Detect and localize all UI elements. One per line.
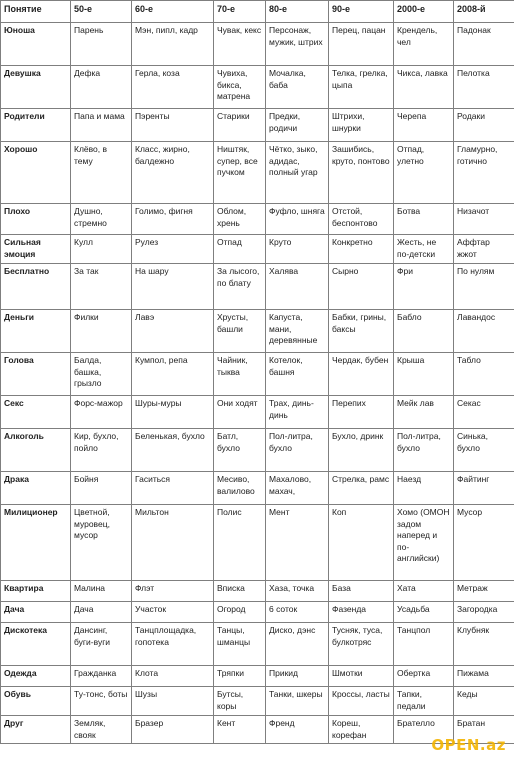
table-row xyxy=(1,264,514,310)
table-cell: Падонак xyxy=(454,23,514,66)
table-cell: Хомо (ОМОН задом наперед и по-английски) xyxy=(394,505,454,581)
table-cell: Мочалка, баба xyxy=(266,66,329,109)
table-cell: Кумпол, репа xyxy=(132,353,214,396)
row-label: Секс xyxy=(1,396,71,429)
table-cell: Трах, динь-динь xyxy=(266,396,329,429)
table-cell: База xyxy=(329,581,394,602)
table-cell: Чувиха, бикса, матрена xyxy=(214,66,266,109)
table-cell: Конкретно xyxy=(329,235,394,264)
table-row xyxy=(1,23,514,66)
table-row xyxy=(1,235,514,264)
table-row xyxy=(1,666,514,687)
table-cell: Персонаж, мужик, штрих xyxy=(266,23,329,66)
row-label: Плохо xyxy=(1,204,71,235)
row-label: Юноша xyxy=(1,23,71,66)
table-cell: Отпад xyxy=(214,235,266,264)
table-cell: Дансинг, буги-вуги xyxy=(71,623,132,666)
table-cell: Метраж xyxy=(454,581,514,602)
table-cell: Табло xyxy=(454,353,514,396)
table-cell: Мильтон xyxy=(132,505,214,581)
table-cell: Загородка xyxy=(454,602,514,623)
table-cell: Они ходят xyxy=(214,396,266,429)
table-cell: Стрелка, рамс xyxy=(329,472,394,505)
table-cell: На шару xyxy=(132,264,214,310)
table-row xyxy=(1,472,514,505)
table-cell: Котелок, башня xyxy=(266,353,329,396)
table-row xyxy=(1,142,514,204)
table-cell: Усадьба xyxy=(394,602,454,623)
row-label: Алкоголь xyxy=(1,429,71,472)
table-cell: Малина xyxy=(71,581,132,602)
table-cell: Чердак, бубен xyxy=(329,353,394,396)
table-cell: Форс-мажор xyxy=(71,396,132,429)
table-cell: Облом, хрень xyxy=(214,204,266,235)
table-cell: Круто xyxy=(266,235,329,264)
header-90s: 90-е xyxy=(329,1,394,23)
table-cell: Бутсы, коры xyxy=(214,687,266,716)
table-cell: Капуста, мани, деревянные xyxy=(266,310,329,353)
table-cell: Пелотка xyxy=(454,66,514,109)
table-cell: Френд xyxy=(266,716,329,744)
row-label: Друг xyxy=(1,716,71,744)
header-2008: 2008-й xyxy=(454,1,514,23)
table-cell: Пол-литра, бухло xyxy=(266,429,329,472)
table-cell: Бразер xyxy=(132,716,214,744)
table-cell: Папа и мама xyxy=(71,109,132,142)
table-cell: Огород xyxy=(214,602,266,623)
table-cell: Чайник, тыква xyxy=(214,353,266,396)
table-cell: Клубняк xyxy=(454,623,514,666)
table-cell: Лавэ xyxy=(132,310,214,353)
header-concept: Понятие xyxy=(1,1,71,23)
table-cell: Зашибись, круто, понтово xyxy=(329,142,394,204)
table-cell: Махалово, махач, xyxy=(266,472,329,505)
table-cell: Низачот xyxy=(454,204,514,235)
table-cell: Мент xyxy=(266,505,329,581)
table-cell: Бойня xyxy=(71,472,132,505)
table-cell: Месиво, валилово xyxy=(214,472,266,505)
table-row xyxy=(1,310,514,353)
table-cell: Прикид xyxy=(266,666,329,687)
table-cell: Танки, шкеры xyxy=(266,687,329,716)
header-80s: 80-е xyxy=(266,1,329,23)
row-label: Одежда xyxy=(1,666,71,687)
table-cell: Телка, грелка, цыпа xyxy=(329,66,394,109)
header-50s: 50-е xyxy=(71,1,132,23)
table-cell: Полис xyxy=(214,505,266,581)
table-cell: Танцы, шманцы xyxy=(214,623,266,666)
table-cell: Мэн, пипл, кадр xyxy=(132,23,214,66)
table-cell: Вписка xyxy=(214,581,266,602)
table-row xyxy=(1,66,514,109)
table-cell: Лавандос xyxy=(454,310,514,353)
table-cell: Чувак, кекс xyxy=(214,23,266,66)
header-row xyxy=(1,1,514,23)
row-label: Хорошо xyxy=(1,142,71,204)
table-cell: Крендель, чел xyxy=(394,23,454,66)
table-cell: Крыша xyxy=(394,353,454,396)
table-cell: Шузы xyxy=(132,687,214,716)
table-cell: Дача xyxy=(71,602,132,623)
table-row xyxy=(1,429,514,472)
table-cell: Гражданка xyxy=(71,666,132,687)
table-cell: Перец, пацан xyxy=(329,23,394,66)
table-cell: Балда, башка, грызло xyxy=(71,353,132,396)
row-label: Обувь xyxy=(1,687,71,716)
table-cell: Кеды xyxy=(454,687,514,716)
table-cell: Герла, коза xyxy=(132,66,214,109)
table-cell: Мейк лав xyxy=(394,396,454,429)
table-cell: Пол-литра, бухло xyxy=(394,429,454,472)
table-row xyxy=(1,687,514,716)
table-cell: Батл, бухло xyxy=(214,429,266,472)
table-cell: Фазенда xyxy=(329,602,394,623)
table-cell: Бабло xyxy=(394,310,454,353)
row-label: Квартира xyxy=(1,581,71,602)
table-row xyxy=(1,505,514,581)
table-cell: Кир, бухло, пойло xyxy=(71,429,132,472)
table-cell: Перепих xyxy=(329,396,394,429)
table-cell: Голимо, фигня xyxy=(132,204,214,235)
table-cell: Кореш, корефан xyxy=(329,716,394,744)
row-label: Милиционер xyxy=(1,505,71,581)
table-cell: Старики xyxy=(214,109,266,142)
table-cell: Родаки xyxy=(454,109,514,142)
table-cell: Файтинг xyxy=(454,472,514,505)
table-row xyxy=(1,353,514,396)
table-row xyxy=(1,623,514,666)
table-cell: Братан xyxy=(454,716,514,744)
table-cell: Чётко, зыко, адидас, полный угар xyxy=(266,142,329,204)
row-label: Драка xyxy=(1,472,71,505)
table-cell: Гаситься xyxy=(132,472,214,505)
table-cell: Участок xyxy=(132,602,214,623)
table-cell: Бабки, грины, баксы xyxy=(329,310,394,353)
table-cell: Чикса, лавка xyxy=(394,66,454,109)
table-cell: Шмотки xyxy=(329,666,394,687)
table-cell: Черепа xyxy=(394,109,454,142)
table-cell: Флэт xyxy=(132,581,214,602)
header-2000s: 2000-е xyxy=(394,1,454,23)
table-cell: Сырно xyxy=(329,264,394,310)
table-row xyxy=(1,396,514,429)
table-row xyxy=(1,602,514,623)
table-cell: Брателло xyxy=(394,716,454,744)
table-cell: Танцплощадка, гопотека xyxy=(132,623,214,666)
row-label: Девушка xyxy=(1,66,71,109)
table-cell: Ништяк, супер, все пучком xyxy=(214,142,266,204)
table-cell: Кроссы, ласты xyxy=(329,687,394,716)
table-cell: Парень xyxy=(71,23,132,66)
table-cell: Ту-тонс, боты xyxy=(71,687,132,716)
table-cell: Душно, стремно xyxy=(71,204,132,235)
header-60s: 60-е xyxy=(132,1,214,23)
table-cell: Жесть, не по-детски xyxy=(394,235,454,264)
row-label: Деньги xyxy=(1,310,71,353)
table-cell: Кент xyxy=(214,716,266,744)
table-cell: Пэренты xyxy=(132,109,214,142)
table-cell: По нулям xyxy=(454,264,514,310)
table-cell: Отстой, беспонтово xyxy=(329,204,394,235)
row-label: Бесплатно xyxy=(1,264,71,310)
table-cell: За так xyxy=(71,264,132,310)
table-row xyxy=(1,109,514,142)
table-row xyxy=(1,204,514,235)
table-cell: Наезд xyxy=(394,472,454,505)
table-cell: Рулез xyxy=(132,235,214,264)
table-cell: Хрусты, башли xyxy=(214,310,266,353)
table-cell: Хаза, точка xyxy=(266,581,329,602)
table-cell: Земляк, свояк xyxy=(71,716,132,744)
table-cell: Обертка xyxy=(394,666,454,687)
table-cell: Беленькая, бухло xyxy=(132,429,214,472)
table-cell: Отпад, улетно xyxy=(394,142,454,204)
table-cell: Цветной, муровец, мусор xyxy=(71,505,132,581)
table-cell: Клота xyxy=(132,666,214,687)
table-cell: Хата xyxy=(394,581,454,602)
table-cell: Тряпки xyxy=(214,666,266,687)
table-cell: Бухло, дринк xyxy=(329,429,394,472)
header-70s: 70-е xyxy=(214,1,266,23)
table-cell: Тапки, педали xyxy=(394,687,454,716)
table-cell: Синька, бухло xyxy=(454,429,514,472)
table-cell: Пижама xyxy=(454,666,514,687)
table-cell: Диско, дэнс xyxy=(266,623,329,666)
table-cell: Фуфло, шняга xyxy=(266,204,329,235)
table-cell: Дефка xyxy=(71,66,132,109)
table-cell: Халява xyxy=(266,264,329,310)
table-cell: Шуры-муры xyxy=(132,396,214,429)
row-label: Голова xyxy=(1,353,71,396)
table-cell: 6 соток xyxy=(266,602,329,623)
row-label: Дача xyxy=(1,602,71,623)
table-cell: Штрихи, шнурки xyxy=(329,109,394,142)
table-row xyxy=(1,581,514,602)
table-cell: Ботва xyxy=(394,204,454,235)
row-label: Дискотека xyxy=(1,623,71,666)
row-label: Сильная эмоция xyxy=(1,235,71,264)
watermark-logo: OPEN.az xyxy=(431,736,506,754)
table-cell: Предки, родичи xyxy=(266,109,329,142)
table-cell: Класс, жирно, балдежно xyxy=(132,142,214,204)
table-cell: Филки xyxy=(71,310,132,353)
table-cell: Клёво, в тему xyxy=(71,142,132,204)
table-cell: Гламурно, готично xyxy=(454,142,514,204)
table-cell: Кулл xyxy=(71,235,132,264)
table-cell: Танцпол xyxy=(394,623,454,666)
table-cell: Секас xyxy=(454,396,514,429)
table-cell: Тусняк, туса, булкотряс xyxy=(329,623,394,666)
table-cell: Аффтар жжот xyxy=(454,235,514,264)
table-cell: Мусор xyxy=(454,505,514,581)
row-label: Родители xyxy=(1,109,71,142)
table-cell: Коп xyxy=(329,505,394,581)
table-cell: Фри xyxy=(394,264,454,310)
table-cell: За лысого, по блату xyxy=(214,264,266,310)
